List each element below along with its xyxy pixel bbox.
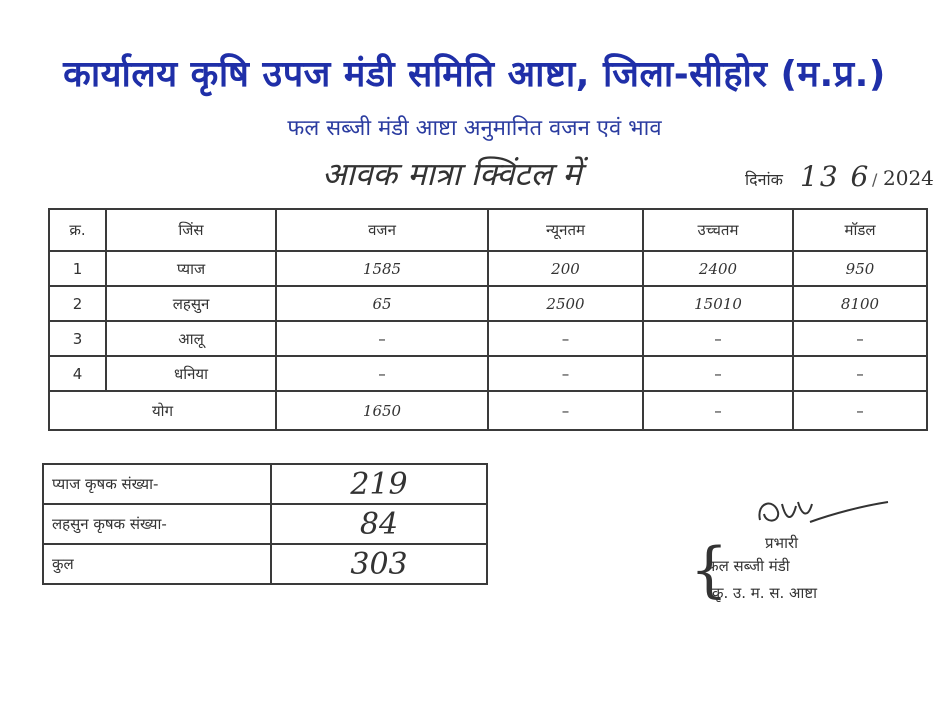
row-max: – <box>643 321 793 356</box>
row-item: प्याज <box>106 251 276 286</box>
date-separator: / <box>872 170 878 189</box>
col-header-model: मॉडल <box>793 209 927 251</box>
row-weight: 1585 <box>276 251 488 286</box>
table-row <box>49 286 927 321</box>
handwritten-heading: आवक मात्रा क्विंटल में <box>322 155 582 193</box>
farmer-label: लहसुन कृषक संख्या- <box>43 504 271 544</box>
row-weight: 65 <box>276 286 488 321</box>
farmer-label: कुल <box>43 544 271 584</box>
row-item: धनिया <box>106 356 276 391</box>
rates-table <box>48 208 928 431</box>
col-header-weight: वजन <box>276 209 488 251</box>
signatory-office: कृ. उ. म. स. आष्टा <box>712 584 817 602</box>
row-model: – <box>793 321 927 356</box>
row-max: – <box>643 356 793 391</box>
office-title: कार्यालय कृषि उपज मंडी समिति आष्टा, जिला-सीहोर (म.प्र.) <box>63 54 886 95</box>
total-model: – <box>793 391 927 430</box>
total-weight: 1650 <box>276 391 488 430</box>
row-sn: 2 <box>49 286 106 321</box>
row-item: आलू <box>106 321 276 356</box>
row-weight: – <box>276 356 488 391</box>
signature-brace: { <box>690 535 729 605</box>
col-header-item: जिंस <box>106 209 276 251</box>
total-row <box>49 391 927 430</box>
row-item: लहसुन <box>106 286 276 321</box>
date-year: 2024 <box>883 166 934 190</box>
total-label: योग <box>49 391 276 430</box>
row-model: 950 <box>793 251 927 286</box>
table-header-row <box>49 209 927 251</box>
farmer-row <box>43 464 487 504</box>
farmer-label: प्याज कृषक संख्या- <box>43 464 271 504</box>
total-min: – <box>488 391 643 430</box>
total-max: – <box>643 391 793 430</box>
table-row <box>49 321 927 356</box>
farmer-value: 219 <box>271 464 487 504</box>
table-row <box>49 356 927 391</box>
row-min: – <box>488 321 643 356</box>
row-model: – <box>793 356 927 391</box>
date-label: दिनांक <box>745 170 783 189</box>
col-header-sn: क्र. <box>49 209 106 251</box>
row-sn: 4 <box>49 356 106 391</box>
signature-scribble <box>752 492 892 532</box>
row-min: – <box>488 356 643 391</box>
row-weight: – <box>276 321 488 356</box>
farmer-value: 303 <box>271 544 487 584</box>
signatory-dept: फल सब्जी मंडी <box>707 557 790 575</box>
farmer-row <box>43 504 487 544</box>
signatory-title: प्रभारी <box>765 534 798 552</box>
col-header-min: न्यूनतम <box>488 209 643 251</box>
farmer-row <box>43 544 487 584</box>
table-row <box>49 251 927 286</box>
row-max: 15010 <box>643 286 793 321</box>
page-subtitle: फल सब्जी मंडी आष्टा अनुमानित वजन एवं भाव <box>287 116 662 141</box>
row-model: 8100 <box>793 286 927 321</box>
col-header-max: उच्चतम <box>643 209 793 251</box>
farmer-value: 84 <box>271 504 487 544</box>
row-sn: 1 <box>49 251 106 286</box>
row-max: 2400 <box>643 251 793 286</box>
row-min: 2500 <box>488 286 643 321</box>
row-min: 200 <box>488 251 643 286</box>
date-value: 13 6 <box>800 160 871 193</box>
farmer-count-table <box>42 463 488 585</box>
row-sn: 3 <box>49 321 106 356</box>
